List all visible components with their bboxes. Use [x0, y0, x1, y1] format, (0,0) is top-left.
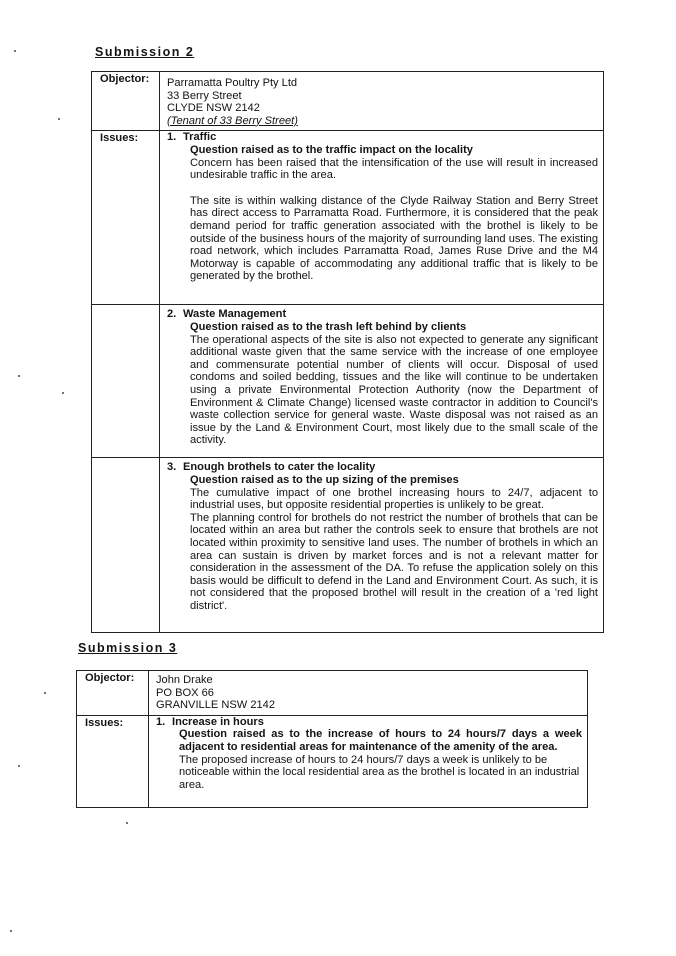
issue-title-text: Traffic: [183, 131, 217, 144]
scan-speck: [58, 118, 60, 120]
objector-note: (Tenant of 33 Berry Street): [167, 114, 298, 127]
issue-paragraph: The proposed increase of hours to 24 hours/7 days a week is unlikely to be noticeable within the local residential area as the brothel is located in an industrial area.: [179, 753, 580, 791]
objector-row: [77, 671, 588, 716]
issue-question: Question raised as to the trash left behind by clients: [190, 320, 467, 333]
issue-question: Question raised as to the increase of hours to 24 hours/7 days a week adjacent to residential areas for maintenance of the amenity of the area.: [179, 728, 582, 753]
issue-question: Question raised as to the up sizing of the premises: [190, 473, 459, 486]
scan-speck: [126, 822, 128, 824]
objector-line: PO BOX 66: [156, 686, 214, 699]
issue-item: [160, 131, 604, 305]
issue-paragraph: The operational aspects of the site is also not expected to generate any significant additional waste given that the same service with the increase of one employee and commensurate potential number of clients will occur. Disposal of used condoms and soiled bedding, tissues and the like will continue to be undertaken using a private Environmental Protection Authority (now the Department of Environment & Climate Change) licensed waste contractor in addition to Council's waste collection service for general waste. Waste disposal was not raised as an issue by the Land & Environment Court, most likely due to the small scale of the activity.: [190, 333, 598, 447]
issue-title: [167, 308, 598, 321]
objector-line: Parramatta Poultry Pty Ltd: [167, 77, 298, 89]
scan-speck: [62, 392, 64, 394]
submission-2-table: [91, 71, 604, 633]
issue-title-text: Increase in hours: [172, 715, 264, 728]
issue-title-text: Enough brothels to cater the locality: [183, 461, 376, 474]
scan-speck: [18, 765, 20, 767]
issue-item: [160, 305, 604, 458]
objector-line: GRANVILLE NSW 2142: [156, 699, 275, 712]
objector-line: John Drake: [156, 674, 213, 686]
submission-2-heading: Submission 2: [95, 45, 195, 59]
submission-3-table: [76, 670, 588, 808]
issue-title: [156, 716, 582, 729]
scan-speck: [18, 375, 20, 377]
objector-label: Objector:: [92, 72, 160, 131]
issue-paragraph: The cumulative impact of one brothel increasing hours to 24/7, adjacent to industrial uses, but opposite residential properties is unlikely to be great.: [190, 486, 598, 512]
issue-row: [77, 715, 588, 807]
objector-details: [160, 72, 604, 131]
issue-title: [167, 131, 598, 144]
objector-line: 33 Berry Street: [167, 89, 242, 102]
issue-paragraph: Concern has been raised that the intensification of the use will result in increased undesirable traffic in the area.: [190, 156, 598, 182]
issue-row: [92, 305, 604, 458]
scan-speck: [14, 50, 16, 52]
issues-label: Issues:: [92, 131, 160, 305]
submission-3-heading: Submission 3: [78, 641, 178, 655]
issue-number: 3.: [167, 461, 177, 474]
issue-number: 1.: [156, 715, 166, 728]
issue-title: [167, 461, 598, 474]
issue-number: 2.: [167, 308, 177, 321]
objector-label: Objector:: [77, 671, 149, 716]
scan-speck: [10, 930, 12, 932]
issue-row: [92, 131, 604, 305]
objector-line: CLYDE NSW 2142: [167, 102, 260, 115]
issue-number: 1.: [167, 131, 177, 144]
issue-item: [160, 458, 604, 633]
issue-title-text: Waste Management: [183, 308, 287, 321]
objector-row: [92, 72, 604, 131]
issue-paragraph: The planning control for brothels do not restrict the number of brothels that can be located within an area but rather the controls seek to ensure that brothels are not located within proximity to sensitive land uses. The number of brothels in which an area can sustain is driven by market forces and is not a relevant matter for consideration in the assessment of the DA. To refuse the application solely on this basis would be difficult to defend in the Land and Environment Court. As such, it is not considered that the proposed brothel will result in the creation of a 'red light district'.: [190, 511, 598, 612]
issue-question: Question raised as to the traffic impact on the locality: [190, 143, 473, 156]
issue-item: [149, 715, 588, 807]
issue-row: [92, 458, 604, 633]
scan-speck: [44, 692, 46, 694]
objector-details: [149, 671, 588, 716]
issues-label: Issues:: [77, 715, 149, 807]
issue-paragraph: The site is within walking distance of the Clyde Railway Station and Berry Street has direct access to Parramatta Road. Furthermore, it is considered that the peak demand period for traffic generation associated with the brothel is likely to be outside of the business hours of the majority of surrounding land uses. The existing road network, which includes Parramatta Road, James Ruse Drive and the M4 Motorway is capable of accommodating any additional traffic that is likely to be generated by the brothel.: [190, 194, 598, 283]
